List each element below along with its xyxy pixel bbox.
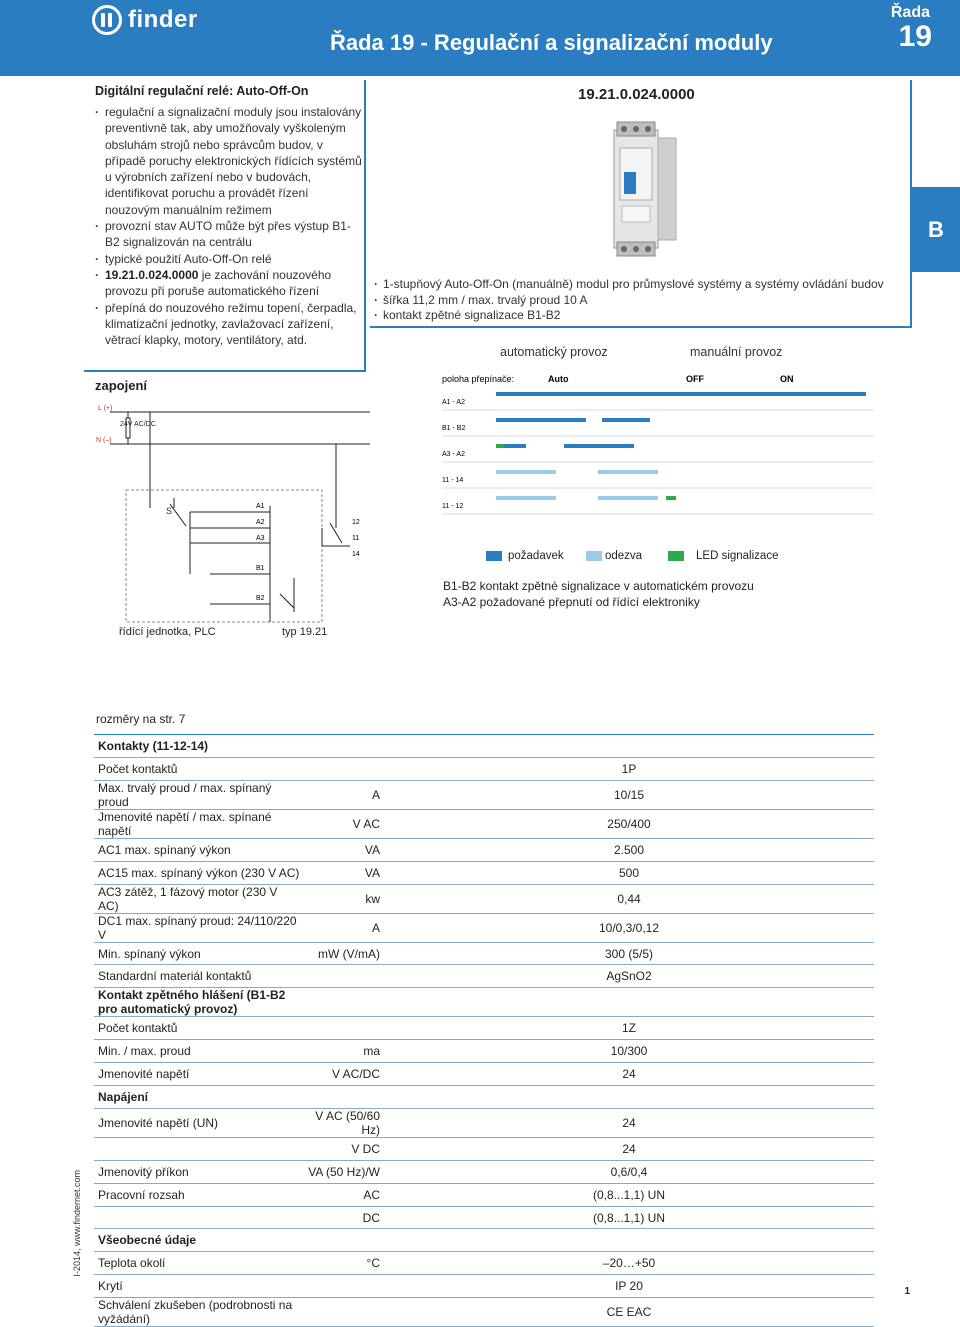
footer-copyright: I-2014, www.findernet.com [72,1170,82,1277]
product-image [612,120,680,258]
terminal-b2: B2 [256,595,265,602]
spec-row [94,1086,874,1109]
spec-value: 24 [384,1137,874,1160]
spec-row [94,1017,874,1040]
legend-request-label: požadavek [508,550,564,562]
spec-row [94,942,874,965]
spec-label: Max. trvalý proud / max. spínaný proud [94,780,304,809]
spec-unit [304,1017,384,1040]
spec-unit: V AC (50/60 Hz) [304,1108,384,1137]
spec-unit [304,757,384,780]
spec-row [94,913,874,942]
signal-1114 [598,470,658,474]
feature-bullet: · kontakt zpětné signalizace B1-B2 [374,308,560,322]
spec-value [384,988,874,1017]
signal-1114 [496,470,556,474]
spec-unit: V DC [304,1137,384,1160]
row-label: 11 - 12 [442,503,464,510]
timing-note: A3-A2 požadované přepnutí od řídící elektroniky [443,595,700,609]
spec-value: 10/0,3/0,12 [384,913,874,942]
spec-value: CE EAC [384,1298,874,1327]
spec-unit [304,1298,384,1327]
page-number: 1 [904,1286,910,1297]
spec-unit: A [304,780,384,809]
row-label: B1 - B2 [442,425,466,432]
section-tab: B [912,187,960,272]
timing-note: B1-B2 kontakt zpětné signalizace v automatickém provozu [443,579,754,593]
spec-unit [304,988,384,1017]
spec-label: Teplota okolí [94,1252,304,1275]
spec-row [94,757,874,780]
terminal-a2: A2 [256,519,265,526]
terminal-b1: B1 [256,565,265,572]
signal-a3a2 [564,444,634,448]
n-minus-label: N (–) [96,437,112,444]
spec-value: 2.500 [384,838,874,861]
spec-unit: V AC/DC [304,1063,384,1086]
spec-unit [304,735,384,758]
spec-label [94,1137,304,1160]
spec-table [94,734,874,1327]
description-bullet: · regulační a signalizační moduly jsou instalovány preventivně tak, aby umožňovaly vyškoleným obsluhám strojů nebo správcům budov, v případě poruchy elektronických řídících systémů u výrobních zařízení nebo v budovách, identifikovat poruchu a provádět řízení nouzovým manuálním režimem [95,104,365,218]
spec-row [94,1063,874,1086]
spec-row [94,1298,874,1327]
spec-value: (0,8...1,1) UN [384,1206,874,1229]
spec-label: DC1 max. spínaný proud: 24/110/220 V [94,913,304,942]
position-on: ON [780,374,794,384]
spec-value: IP 20 [384,1275,874,1298]
legend-response-swatch [586,551,602,561]
l-plus-label: L (+) [98,405,113,412]
dimensions-note: rozměry na str. 7 [96,712,186,726]
row-label: A1 - A2 [442,399,465,406]
description-text: je zachování nouzového provozu při poruše automatického řízení [105,267,332,299]
spec-label: Jmenovitý příkon [94,1160,304,1183]
legend-response-label: odezva [605,550,643,562]
spec-value: 1Z [384,1017,874,1040]
legend-request-swatch [486,551,502,561]
spec-value: 250/400 [384,809,874,838]
spec-label: Schválení zkušeben (podrobnosti na vyžádání) [94,1298,304,1327]
description-heading: Digitální regulační relé: Auto-Off-On [95,84,309,98]
wiring-title: zapojení [95,378,148,393]
spec-label: Min. / max. proud [94,1040,304,1063]
product-code: 19.21.0.024.0000 [578,86,695,103]
contact-12: 12 [352,519,360,526]
type-label: typ 19.21 [282,626,328,638]
spec-value: 10/15 [384,780,874,809]
spec-row [94,1252,874,1275]
description-bullet: · provozní stav AUTO může být přes výstup B1-B2 signalizován na centrálu [95,218,365,251]
wiring-diagram [90,398,380,646]
row-label: A3 - A2 [442,451,465,458]
spec-label: AC15 max. spínaný výkon (230 V AC) [94,861,304,884]
spec-unit [304,965,384,988]
series-number: 19 [898,20,932,53]
switch-label: S [166,506,173,516]
spec-value: 0,6/0,4 [384,1160,874,1183]
spec-row [94,1160,874,1183]
spec-row [94,780,874,809]
spec-label: Min. spínaný výkon [94,942,304,965]
spec-unit: ma [304,1040,384,1063]
divider [370,326,912,328]
spec-value: 300 (5/5) [384,942,874,965]
finder-logo [92,3,198,37]
timing-diagram [438,368,878,546]
spec-unit: mW (V/mA) [304,942,384,965]
spec-row [94,1108,874,1137]
spec-unit: kw [304,884,384,913]
feature-bullet: · 1-stupňový Auto-Off-On (manuálně) modul pro průmyslové systémy a systémy ovládání budov [374,277,884,291]
contact-11: 11 [352,535,360,542]
spec-unit [304,1275,384,1298]
spec-value [384,735,874,758]
spec-row [94,1137,874,1160]
spec-label: Jmenovité napětí [94,1063,304,1086]
description-column [95,84,365,348]
spec-unit: VA [304,838,384,861]
spec-value [384,1229,874,1252]
spec-value: 24 [384,1063,874,1086]
spec-label: AC3 zátěž, 1 fázový motor (230 V AC) [94,884,304,913]
signal-b1b2 [602,418,650,422]
spec-label: Kontakt zpětného hlášení (B1-B2 pro automatický provoz) [94,988,304,1017]
spec-label: Napájení [94,1086,304,1109]
description-bullet-continued [95,267,365,300]
spec-label: Všeobecné údaje [94,1229,304,1252]
spec-unit: DC [304,1206,384,1229]
spec-row [94,884,874,913]
spec-row [94,1206,874,1229]
spec-row [94,1275,874,1298]
position-off: OFF [686,374,704,384]
header-bar [0,0,960,76]
page-title: Řada 19 - Regulační a signalizační moduly [330,30,773,55]
legend-led-label: LED signalizace [696,550,779,562]
spec-value: 0,44 [384,884,874,913]
spec-unit: AC [304,1183,384,1206]
position-auto: Auto [548,374,569,384]
finder-logo-icon [92,5,122,35]
spec-label: Krytí [94,1275,304,1298]
spec-value: (0,8...1,1) UN [384,1183,874,1206]
spec-unit: VA (50 Hz)/W [304,1160,384,1183]
signal-b1b2 [496,418,586,422]
spec-row [94,735,874,758]
row-label: 11 - 14 [442,477,464,484]
spec-label: Standardní materiál kontaktů [94,965,304,988]
supply-label: 24V AC/DC [120,421,156,428]
legend-led-swatch [668,551,684,561]
spec-value: 10/300 [384,1040,874,1063]
spec-row [94,861,874,884]
switch-position-label: poloha přepínače: [442,374,515,384]
spec-label: Jmenovité napětí (UN) [94,1108,304,1137]
spec-value: 1P [384,757,874,780]
product-code-inline: 19.21.0.024.0000 [105,267,199,282]
signal-a1a2 [496,392,866,396]
spec-row [94,965,874,988]
terminal-a3: A3 [256,535,265,542]
plc-label: řídící jednotka, PLC [119,626,216,638]
spec-unit: A [304,913,384,942]
logo-text: finder [128,6,198,33]
feature-bullet: · šířka 11,2 mm / max. trvalý proud 10 A [374,293,588,307]
series-label: Řada [890,4,930,21]
spec-row [94,809,874,838]
divider [910,80,912,328]
spec-row [94,988,874,1017]
spec-label: Kontakty (11-12-14) [94,735,304,758]
signal-1112 [496,496,556,500]
signal-1112 [598,496,658,500]
spec-value: 24 [384,1108,874,1137]
terminal-a1: A1 [256,503,265,510]
spec-value: 500 [384,861,874,884]
spec-label: Počet kontaktů [94,757,304,780]
spec-value [384,1086,874,1109]
spec-label [94,1206,304,1229]
spec-label: AC1 max. spínaný výkon [94,838,304,861]
spec-value: –20…+50 [384,1252,874,1275]
spec-row [94,1040,874,1063]
spec-unit [304,1229,384,1252]
auto-mode-label: automatický provoz [500,345,608,359]
spec-row [94,1229,874,1252]
spec-unit: VA [304,861,384,884]
spec-unit [304,1086,384,1109]
spec-row [94,838,874,861]
spec-label: Pracovní rozsah [94,1183,304,1206]
contact-14: 14 [352,551,360,558]
spec-value: AgSnO2 [384,965,874,988]
description-bullet: · přepíná do nouzového režimu topení, čerpadla, klimatizační jednotky, zavlažovací zařízení, větrací klapky, motory, ventilátory, atd. [95,300,365,349]
spec-label: Počet kontaktů [94,1017,304,1040]
spec-row [94,1183,874,1206]
description-bullet: · typické použití Auto-Off-On relé [95,251,365,267]
spec-unit: V AC [304,809,384,838]
spec-label: Jmenovité napětí / max. spínané napětí [94,809,304,838]
manual-mode-label: manuální provoz [690,345,783,359]
spec-unit: °C [304,1252,384,1275]
